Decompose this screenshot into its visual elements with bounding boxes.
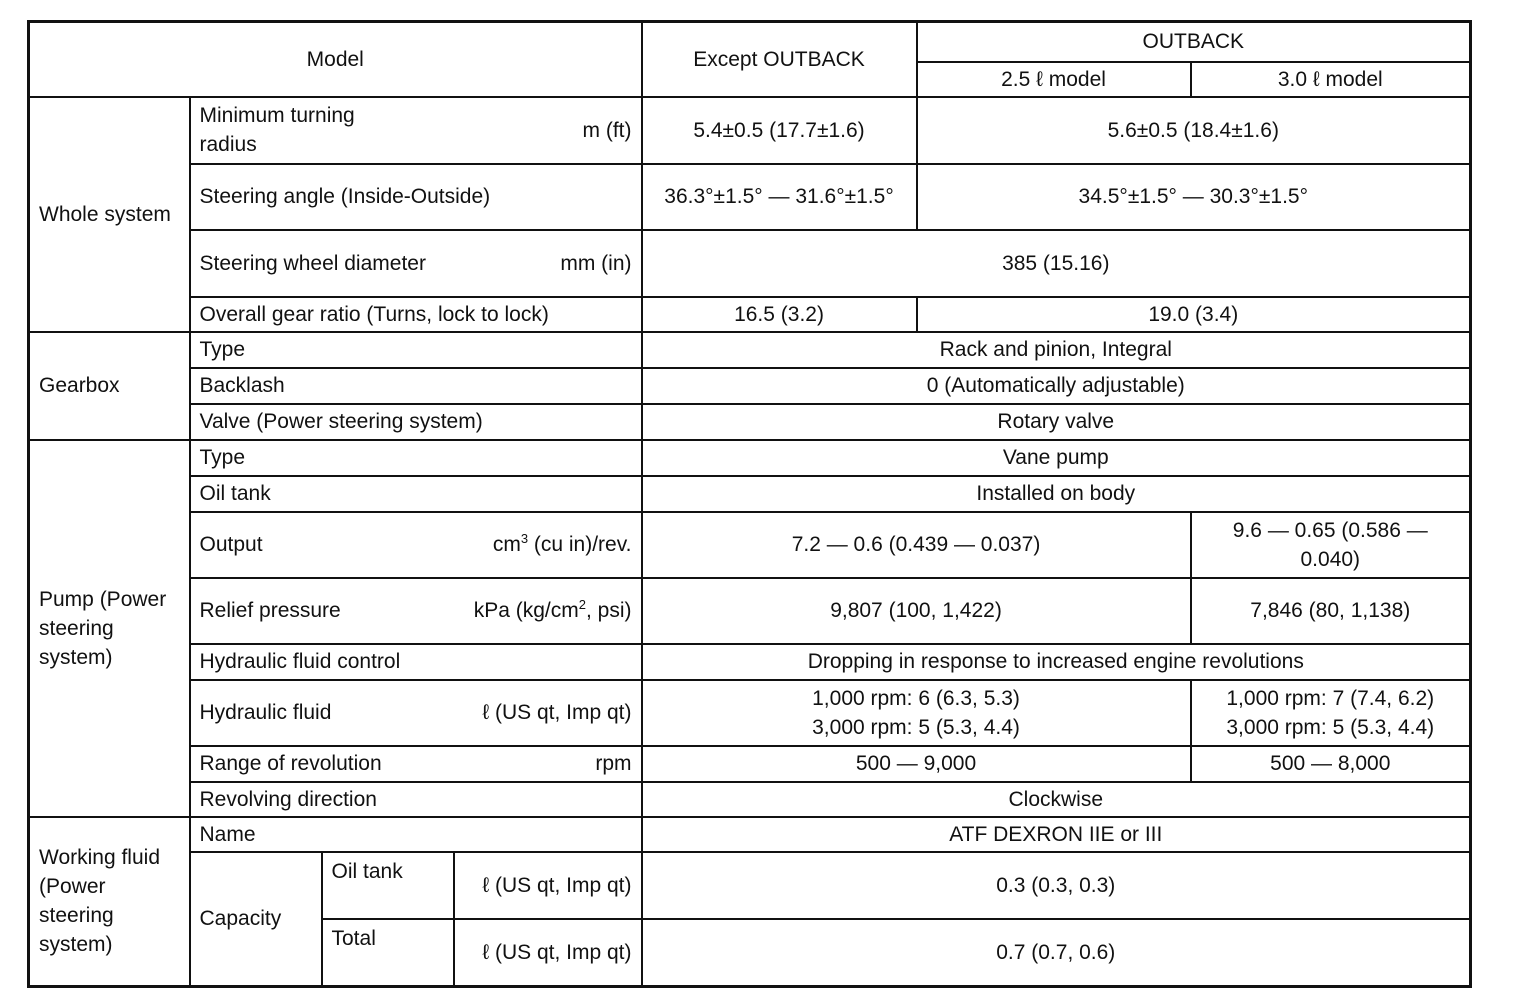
- item-range: Range of revolution rpm: [190, 746, 642, 782]
- value: ATF DEXRON IIE or III: [642, 817, 1471, 852]
- item-direction: Revolving direction: [190, 782, 642, 817]
- value: Rack and pinion, Integral: [642, 332, 1471, 368]
- item-turning-radius: Minimum turning radius m (ft): [190, 97, 642, 164]
- unit: ℓ (US qt, Imp qt): [454, 852, 642, 919]
- value: 9.6 — 0.65 (0.586 — 0.040): [1191, 512, 1471, 578]
- value: 385 (15.16): [642, 230, 1471, 297]
- item-gear-ratio: Overall gear ratio (Turns, lock to lock): [190, 297, 642, 332]
- value: 34.5°±1.5° — 30.3°±1.5°: [917, 164, 1471, 230]
- value: 7.2 — 0.6 (0.439 — 0.037): [642, 512, 1191, 578]
- value: 36.3°±1.5° — 31.6°±1.5°: [642, 164, 917, 230]
- item-steering-angle: Steering angle (Inside-Outside): [190, 164, 642, 230]
- header-outback: OUTBACK: [917, 22, 1471, 62]
- item-valve: Valve (Power steering system): [190, 404, 642, 440]
- value: 9,807 (100, 1,422): [642, 578, 1191, 644]
- item-wheel-diameter: Steering wheel diameter mm (in): [190, 230, 642, 297]
- value: 0.3 (0.3, 0.3): [642, 852, 1471, 919]
- value: Dropping in response to increased engine revolutions: [642, 644, 1471, 680]
- value: 500 — 9,000: [642, 746, 1191, 782]
- value: 0.7 (0.7, 0.6): [642, 919, 1471, 987]
- value: 1,000 rpm: 7 (7.4, 6.2) 3,000 rpm: 5 (5.3, 4.4): [1191, 680, 1471, 746]
- value: 1,000 rpm: 6 (6.3, 5.3) 3,000 rpm: 5 (5.3, 4.4): [642, 680, 1191, 746]
- value: 19.0 (3.4): [917, 297, 1471, 332]
- value: 7,846 (80, 1,138): [1191, 578, 1471, 644]
- value: 16.5 (3.2): [642, 297, 917, 332]
- unit: ℓ (US qt, Imp qt): [454, 919, 642, 987]
- value: 500 — 8,000: [1191, 746, 1471, 782]
- header-except-outback: Except OUTBACK: [642, 22, 917, 97]
- item-oil-tank: Oil tank: [190, 476, 642, 512]
- value: Vane pump: [642, 440, 1471, 476]
- value: 5.4±0.5 (17.7±1.6): [642, 97, 917, 164]
- item-type: Type: [190, 332, 642, 368]
- value: Installed on body: [642, 476, 1471, 512]
- group-gearbox: Gearbox: [29, 332, 190, 440]
- value: Rotary valve: [642, 404, 1471, 440]
- item-oil-tank: Oil tank: [322, 852, 454, 919]
- item-total: Total: [322, 919, 454, 987]
- header-model: Model: [29, 22, 642, 97]
- value: 5.6±0.5 (18.4±1.6): [917, 97, 1471, 164]
- value: Clockwise: [642, 782, 1471, 817]
- item-hydraulic-fluid: Hydraulic fluid ℓ (US qt, Imp qt): [190, 680, 642, 746]
- header-2-5-model: 2.5 ℓ model: [917, 62, 1191, 97]
- item-fluid-control: Hydraulic fluid control: [190, 644, 642, 680]
- group-pump: Pump (Power steering system): [29, 440, 190, 817]
- header-3-0-model: 3.0 ℓ model: [1191, 62, 1471, 97]
- item-capacity: Capacity: [190, 852, 322, 987]
- group-whole-system: Whole system: [29, 97, 190, 332]
- item-backlash: Backlash: [190, 368, 642, 404]
- group-working-fluid: Working fluid (Power steering system): [29, 817, 190, 987]
- item-type: Type: [190, 440, 642, 476]
- value: 0 (Automatically adjustable): [642, 368, 1471, 404]
- item-relief-pressure: Relief pressure kPa ($kg/cm^2$, psi): [190, 578, 642, 644]
- item-name: Name: [190, 817, 642, 852]
- specifications-table: [27, 20, 1472, 988]
- item-output: Output $cm^3$ (cu in)/rev.: [190, 512, 642, 578]
